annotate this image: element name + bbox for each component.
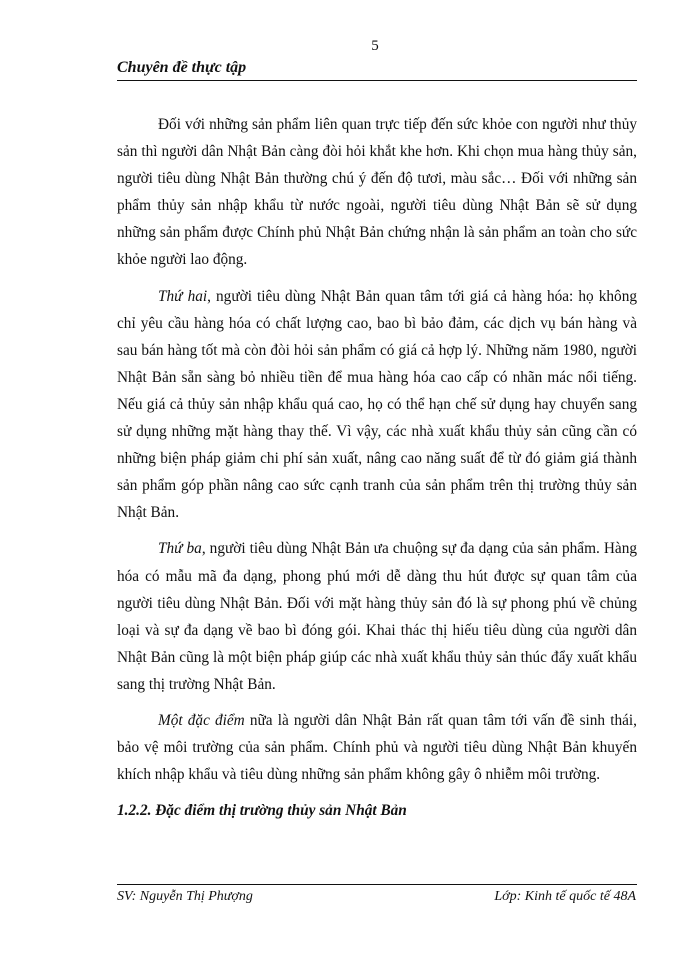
footer-divider bbox=[117, 884, 637, 885]
footer-class-name: Lớp: Kinh tế quốc tế 48A bbox=[494, 889, 636, 904]
page-number: 5 bbox=[371, 38, 379, 54]
paragraph-2-text: , người tiêu dùng Nhật Bản quan tâm tới giá cả hàng hóa: họ không chỉ yêu cầu hàng hóa có chất lượng cao, bao bì bảo đảm, các dịch vụ bán hàng và sau bán hàng tốt mà còn đòi hỏi sản phẩm có giá cả hợp lý. Những năm 1980, người Nhật Bản sẵn sàng bỏ nhiều tiền để mua hàng hóa cao cấp có nhãn mác nổi tiếng. Nếu giá cả thủy sản nhập khẩu quá cao, họ có thể hạn chế sử dụng hay chuyển sang sử dụng những mặt hàng thay thế. Vì vậy, các nhà xuất khẩu thủy sản cũng cần có những biện pháp giảm chi phí sản xuất, nâng cao năng suất để từ đó giảm giá thành sản phẩm góp phần nâng cao sức cạnh tranh của sản phẩm trên thị trường thủy sản Nhật Bản. bbox=[117, 287, 637, 522]
paragraph-3-lead: Thứ ba bbox=[158, 540, 202, 558]
header-title: Chuyên đề thực tập bbox=[117, 59, 247, 76]
paragraph-4-lead: Một đặc điểm bbox=[158, 711, 245, 729]
document-body bbox=[117, 111, 637, 824]
footer-student-name: SV: Nguyễn Thị Phượng bbox=[117, 889, 253, 904]
paragraph-2-lead: Thứ hai bbox=[158, 287, 208, 305]
paragraph-2 bbox=[117, 283, 637, 527]
header-divider bbox=[117, 80, 637, 81]
paragraph-1 bbox=[117, 111, 637, 274]
section-heading: 1.2.2. Đặc điểm thị trường thủy sản Nhật Bản bbox=[117, 802, 407, 820]
paragraph-4-text: nữa là người dân Nhật Bản rất quan tâm tới vấn đề sinh thái, bảo vệ môi trường của sản phẩm. Chính phủ và người tiêu dùng Nhật Bản khuyến khích nhập khẩu và tiêu dùng những sản phẩm không gây ô nhiễm môi trường. bbox=[117, 711, 637, 784]
paragraph-1-text: Đối với những sản phẩm liên quan trực tiếp đến sức khỏe con người như thủy sản thì người dân Nhật Bản càng đòi hỏi khắt khe hơn. Khi chọn mua hàng thủy sản, người tiêu dùng Nhật Bản thường chú ý đến độ tươi, màu sắc… Đối với những sản phẩm thủy sản nhập khẩu từ nước ngoài, người tiêu dùng Nhật Bản sẽ sử dụng những sản phẩm được Chính phủ Nhật Bản chứng nhận là sản phẩm an toàn cho sức khỏe người lao động. bbox=[117, 116, 637, 269]
paragraph-3-text: , người tiêu dùng Nhật Bản ưa chuộng sự đa dạng của sản phẩm. Hàng hóa có mẫu mã đa dạng, phong phú mới dễ dàng thu hút được sự quan tâm của người tiêu dùng Nhật Bản. Đối với mặt hàng thủy sản đó là sự phong phú về chủng loại và sự đa dạng về bao bì đóng gói. Khai thác thị hiếu tiêu dùng của người dân Nhật Bản cũng là một biện pháp giúp các nhà xuất khẩu thủy sản thúc đẩy xuất khẩu sang thị trường Nhật Bản. bbox=[117, 540, 637, 693]
paragraph-3 bbox=[117, 535, 637, 698]
paragraph-4 bbox=[117, 707, 637, 788]
